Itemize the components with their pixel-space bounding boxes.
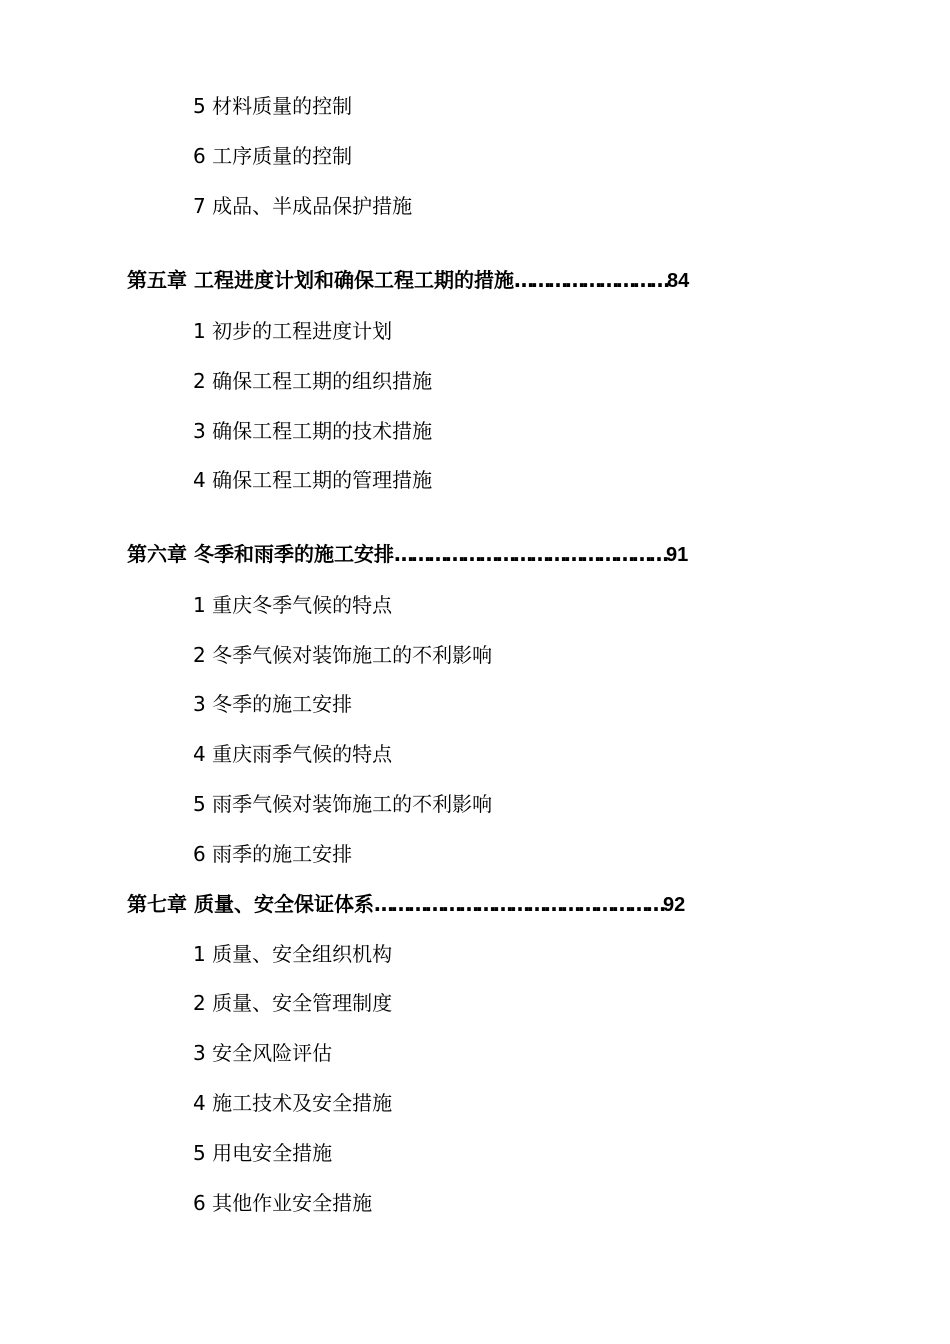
toc-chapter-6[interactable] — [127, 541, 688, 567]
toc-item: 4 施工技术及安全措施 — [193, 1091, 393, 1115]
toc-item: 3 安全风险评估 — [193, 1041, 333, 1065]
toc-item: 2 质量、安全管理制度 — [193, 991, 393, 1015]
toc-item: 5 用电安全措施 — [193, 1141, 333, 1165]
toc-item: 4 重庆雨季气候的特点 — [193, 742, 393, 766]
toc-item: 6 其他作业安全措施 — [193, 1191, 373, 1215]
toc-item: 5 雨季气候对装饰施工的不利影响 — [193, 792, 493, 816]
toc-item: 3 确保工程工期的技术措施 — [193, 419, 433, 443]
toc-item: 6 雨季的施工安排 — [193, 842, 353, 866]
toc-item: 2 确保工程工期的组织措施 — [193, 369, 433, 393]
toc-chapter-5[interactable] — [127, 267, 689, 293]
toc-item: 1 质量、安全组织机构 — [193, 942, 393, 966]
dot-leader: ………………………………………… — [393, 542, 666, 566]
toc-item: 2 冬季气候对装饰施工的不利影响 — [193, 643, 493, 667]
page-number: 92 — [662, 894, 686, 916]
dot-leader: ……………………… — [513, 268, 667, 292]
toc-item: 1 重庆冬季气候的特点 — [193, 593, 393, 617]
toc-item: 6 工序质量的控制 — [193, 144, 353, 168]
toc-item: 4 确保工程工期的管理措施 — [193, 468, 433, 492]
page-number: 84 — [666, 270, 690, 292]
toc-item: 3 冬季的施工安排 — [193, 692, 353, 716]
toc-item: 5 材料质量的控制 — [193, 94, 353, 118]
toc-item: 1 初步的工程进度计划 — [193, 319, 393, 343]
toc-item: 7 成品、半成品保护措施 — [193, 194, 413, 218]
toc-chapter-7[interactable] — [127, 891, 685, 917]
dot-leader: …………………………………………… — [373, 892, 663, 916]
page-number: 91 — [665, 544, 689, 566]
chapter-title: 第七章 质量、安全保证体系 — [127, 892, 374, 916]
chapter-title: 第五章 工程进度计划和确保工程工期的措施 — [127, 268, 514, 292]
chapter-title: 第六章 冬季和雨季的施工安排 — [127, 542, 394, 566]
